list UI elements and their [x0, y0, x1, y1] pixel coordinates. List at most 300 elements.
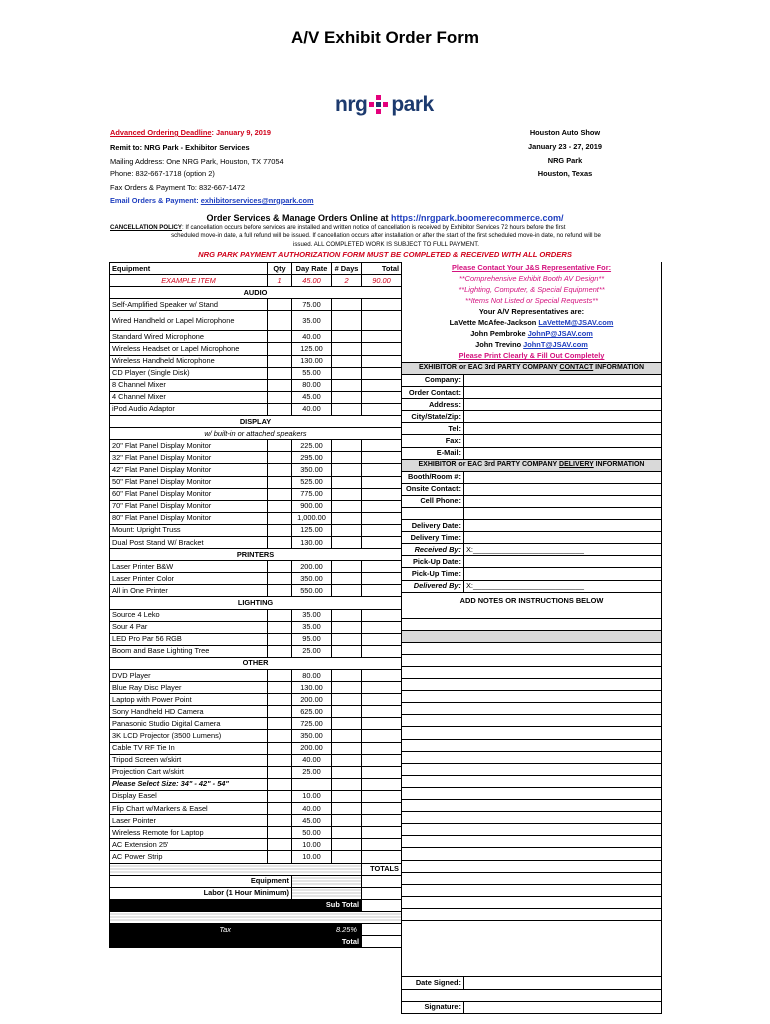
item-total [362, 694, 402, 706]
field-label: Tel: [402, 423, 464, 435]
days-input[interactable] [332, 670, 362, 682]
info-row [402, 739, 662, 751]
info-row [402, 691, 662, 703]
info-row [402, 908, 662, 920]
col-days: # Days [332, 263, 362, 275]
item-total [362, 331, 402, 343]
equipment-row [110, 428, 402, 440]
subtotal-label: Sub Total [110, 899, 362, 911]
notes-line[interactable] [402, 884, 662, 896]
days-input[interactable] [332, 718, 362, 730]
notes-line[interactable] [402, 667, 662, 679]
days-input[interactable] [332, 391, 362, 403]
qty-input[interactable] [268, 440, 292, 452]
item-name: 80" Flat Panel Display Monitor [110, 512, 268, 524]
qty-input[interactable] [268, 766, 292, 778]
days-input[interactable] [332, 488, 362, 500]
nrg-park-logo [335, 92, 434, 118]
field-input[interactable] [464, 374, 662, 386]
qty-input[interactable] [268, 403, 292, 415]
field-input[interactable] [464, 447, 662, 459]
info-row [402, 295, 662, 306]
days-input[interactable] [332, 343, 362, 355]
info-row [402, 630, 662, 642]
info-row [402, 848, 662, 860]
section-header: AUDIO [110, 287, 402, 299]
item-total [362, 440, 402, 452]
info-row [402, 654, 662, 666]
notes-line[interactable] [402, 679, 662, 691]
qty-input[interactable] [268, 706, 292, 718]
info-row [402, 459, 662, 471]
days-input[interactable] [332, 645, 362, 657]
qty-input[interactable] [268, 839, 292, 851]
qty-input[interactable] [268, 343, 292, 355]
notes-line[interactable] [402, 763, 662, 775]
item-day-rate: 130.00 [292, 355, 332, 367]
qty-input[interactable] [268, 778, 292, 790]
info-row [402, 447, 662, 459]
equipment-row [110, 573, 402, 585]
signature-line[interactable]: X:___________________________ [464, 544, 662, 556]
info-row [402, 273, 662, 284]
qty-input[interactable] [268, 645, 292, 657]
item-day-rate: 45.00 [292, 815, 332, 827]
qty-input[interactable] [268, 331, 292, 343]
notes-line[interactable] [402, 739, 662, 751]
section-header-text: CONTACT [559, 364, 594, 372]
equipment-row [110, 343, 402, 355]
equipment-row [110, 355, 402, 367]
days-input[interactable] [332, 573, 362, 585]
field-input[interactable] [464, 399, 662, 411]
contact-notice: Please Contact Your J&S Representative For: [402, 262, 662, 273]
item-name: 50" Flat Panel Display Monitor [110, 476, 268, 488]
item-name: Tripod Screen w/skirt [110, 754, 268, 766]
notes-line[interactable] [402, 860, 662, 872]
notes-line[interactable] [402, 751, 662, 763]
equipment-row [110, 379, 402, 391]
days-input[interactable] [332, 536, 362, 548]
qty-input[interactable] [268, 851, 292, 863]
equipment-row [110, 311, 402, 331]
info-row [402, 284, 662, 295]
section-header-text: EXHIBITOR or EAC 3rd PARTY COMPANY [418, 461, 560, 469]
days-input[interactable] [332, 621, 362, 633]
section-header: PRINTERS [110, 549, 402, 561]
qty-input[interactable] [268, 391, 292, 403]
info-row [402, 954, 662, 965]
item-total [362, 621, 402, 633]
item-total [362, 633, 402, 645]
notes-line[interactable] [402, 715, 662, 727]
days-input[interactable] [332, 299, 362, 311]
field-label: Delivery Time: [402, 532, 464, 544]
item-total [362, 766, 402, 778]
equipment-row [110, 766, 402, 778]
info-row [402, 423, 662, 435]
av-representative [402, 329, 662, 340]
item-day-rate: 25.00 [292, 645, 332, 657]
notes-line[interactable] [402, 836, 662, 848]
info-row [402, 787, 662, 799]
field-label: Onsite Contact: [402, 483, 464, 495]
grand-total-label: Total [110, 936, 362, 948]
item-total [362, 299, 402, 311]
equipment-row [110, 263, 402, 275]
labor-total[interactable] [362, 887, 402, 899]
notes-header: ADD NOTES OR INSTRUCTIONS BELOW [402, 592, 662, 618]
days-input[interactable] [332, 815, 362, 827]
item-day-rate: 225.00 [292, 440, 332, 452]
signature-line[interactable]: X:___________________________ [464, 580, 662, 592]
online-orders: Order Services & Manage Orders Online at https://nrgpark.boomerecommerce.com/ [206, 213, 564, 223]
days-input[interactable] [332, 355, 362, 367]
item-day-rate: 40.00 [292, 754, 332, 766]
info-row [402, 872, 662, 884]
item-total [362, 391, 402, 403]
field-input[interactable] [464, 1001, 662, 1013]
equipment-row [110, 331, 402, 343]
item-name: iPod Audio Adaptor [110, 403, 268, 415]
item-total [362, 706, 402, 718]
item-total [362, 778, 402, 790]
rep-email-link[interactable]: JohnT@JSAV.com [523, 340, 588, 350]
item-day-rate: 35.00 [292, 609, 332, 621]
info-row [402, 507, 662, 519]
col-equipment: Equipment [110, 263, 268, 275]
notes-line[interactable] [402, 872, 662, 884]
item-name: Wireless Handheld Microphone [110, 355, 268, 367]
notes-line[interactable] [402, 727, 662, 739]
field-label: Signature: [402, 1001, 464, 1013]
item-name: Blue Ray Disc Player [110, 682, 268, 694]
days-input[interactable] [332, 742, 362, 754]
blank-row [402, 965, 662, 977]
item-name: Laser Printer Color [110, 573, 268, 585]
qty-input[interactable] [268, 500, 292, 512]
field-label: Cell Phone: [402, 495, 464, 507]
notes-line[interactable] [402, 691, 662, 703]
equipment-row [110, 754, 402, 766]
days-input[interactable] [332, 512, 362, 524]
notes-line[interactable] [402, 800, 662, 812]
tax-rate: 8.25% [332, 923, 362, 935]
qty-input[interactable] [268, 621, 292, 633]
field-input[interactable] [464, 556, 662, 568]
equipment-row [110, 299, 402, 311]
info-row [402, 435, 662, 447]
show-venue: NRG Park [547, 156, 583, 165]
item-day-rate: 1,000.00 [292, 512, 332, 524]
item-day-rate: 80.00 [292, 670, 332, 682]
qty-input[interactable] [268, 718, 292, 730]
equipment-row [110, 911, 402, 923]
info-row [402, 920, 662, 932]
email-orders: Email Orders & Payment: exhibitorservices@nrgpark.com [110, 196, 314, 205]
info-row [402, 989, 662, 1001]
equipment-row [110, 875, 402, 887]
days-input[interactable] [332, 778, 362, 790]
qty-input[interactable] [268, 585, 292, 597]
field-input[interactable] [464, 568, 662, 580]
item-name: Sony Handheld HD Camera [110, 706, 268, 718]
item-name: Projection Cart w/skirt [110, 766, 268, 778]
fax-number: Fax Orders & Payment To: 832-667-1472 [110, 183, 246, 192]
equipment-row [110, 694, 402, 706]
item-name: AC Power Strip [110, 851, 268, 863]
equipment-row [110, 730, 402, 742]
days-input[interactable] [332, 585, 362, 597]
av-representative [402, 317, 662, 328]
field-label: Order Contact: [402, 387, 464, 399]
blank-row [402, 989, 662, 1001]
notes-line[interactable] [402, 775, 662, 787]
days-input[interactable] [332, 524, 362, 536]
item-name: 20" Flat Panel Display Monitor [110, 440, 268, 452]
notes-line[interactable] [402, 896, 662, 908]
qty-input[interactable] [268, 815, 292, 827]
qty-input[interactable] [268, 827, 292, 839]
qty-input[interactable] [268, 803, 292, 815]
notes-line[interactable] [402, 824, 662, 836]
days-input[interactable] [332, 827, 362, 839]
field-input[interactable] [464, 423, 662, 435]
logo-text-left: nrg [335, 93, 368, 116]
notes-line[interactable] [402, 630, 662, 642]
item-name: 42" Flat Panel Display Monitor [110, 464, 268, 476]
contact-notice: Please Print Clearly & Fill Out Completely [402, 351, 662, 363]
equipment-row [110, 536, 402, 548]
days-input[interactable] [332, 609, 362, 621]
section-header-text: INFORMATION [593, 461, 645, 469]
rep-email-link[interactable]: LaVetteM@JSAV.com [538, 318, 614, 328]
exhibitor-information-table [401, 262, 662, 1014]
info-row [402, 836, 662, 848]
labor-total[interactable] [362, 875, 402, 887]
service-line: **Lighting, Computer, & Special Equipment** [402, 284, 662, 295]
item-day-rate: 295.00 [292, 452, 332, 464]
item-day-rate: 40.00 [292, 803, 332, 815]
qty-input[interactable] [268, 682, 292, 694]
item-day-rate: 95.00 [292, 633, 332, 645]
days-input[interactable] [332, 803, 362, 815]
field-input[interactable] [464, 507, 662, 519]
days-input[interactable] [332, 851, 362, 863]
days-input[interactable] [332, 440, 362, 452]
field-input[interactable] [464, 411, 662, 423]
days-input[interactable] [332, 561, 362, 573]
equipment-row [110, 440, 402, 452]
section-header: OTHER [110, 657, 402, 669]
item-name: Mount: Upright Truss [110, 524, 268, 536]
field-label: Pick-Up Date: [402, 556, 464, 568]
equipment-row [110, 488, 402, 500]
example-label: EXAMPLE ITEM [110, 275, 268, 287]
field-input[interactable] [464, 435, 662, 447]
item-total [362, 476, 402, 488]
field-input[interactable] [464, 387, 662, 399]
equipment-row [110, 452, 402, 464]
qty-input[interactable] [268, 561, 292, 573]
info-row [402, 411, 662, 423]
field-label [402, 507, 464, 519]
qty-input[interactable] [268, 452, 292, 464]
info-row [402, 824, 662, 836]
qty-input[interactable] [268, 694, 292, 706]
field-label: E-Mail: [402, 447, 464, 459]
notes-line[interactable] [402, 703, 662, 715]
item-total [362, 851, 402, 863]
qty-input[interactable] [268, 379, 292, 391]
qty-input[interactable] [268, 299, 292, 311]
field-input[interactable] [464, 471, 662, 483]
info-row [402, 715, 662, 727]
days-input[interactable] [332, 331, 362, 343]
days-input[interactable] [332, 766, 362, 778]
qty-input[interactable] [268, 488, 292, 500]
info-row [402, 362, 662, 374]
field-input[interactable] [464, 520, 662, 532]
info-row [402, 471, 662, 483]
qty-input[interactable] [268, 742, 292, 754]
example-rate: 45.00 [292, 275, 332, 287]
labor-spacer [292, 875, 362, 887]
days-input[interactable] [332, 682, 362, 694]
days-input[interactable] [332, 464, 362, 476]
av-representative [402, 340, 662, 351]
item-day-rate: 55.00 [292, 367, 332, 379]
item-name: Wired Handheld or Lapel Microphone [110, 311, 268, 331]
rep-name: John Pembroke [470, 329, 528, 339]
equipment-row [110, 839, 402, 851]
qty-input[interactable] [268, 670, 292, 682]
show-city: Houston, Texas [537, 169, 593, 178]
ordering-deadline: Advanced Ordering Deadline: January 9, 2019 [110, 128, 272, 137]
days-input[interactable] [332, 754, 362, 766]
notes-line[interactable] [402, 812, 662, 824]
online-orders-link[interactable]: https://nrgpark.boomerecommerce.com/ [391, 213, 564, 223]
qty-input[interactable] [268, 790, 292, 802]
info-row [402, 943, 662, 954]
item-name: Dual Post Stand W/ Bracket [110, 536, 268, 548]
info-section-header [402, 459, 662, 471]
email-link[interactable]: exhibitorservices@nrgpark.com [200, 196, 314, 205]
qty-input[interactable] [268, 476, 292, 488]
days-input[interactable] [332, 790, 362, 802]
qty-input[interactable] [268, 367, 292, 379]
field-input[interactable] [464, 483, 662, 495]
equipment-row [110, 718, 402, 730]
notes-line[interactable] [402, 642, 662, 654]
item-total [362, 645, 402, 657]
qty-input[interactable] [268, 754, 292, 766]
equipment-row [110, 851, 402, 863]
equipment-row [110, 657, 402, 669]
item-name: 70" Flat Panel Display Monitor [110, 500, 268, 512]
item-day-rate: 900.00 [292, 500, 332, 512]
days-input[interactable] [332, 452, 362, 464]
field-input[interactable] [464, 532, 662, 544]
days-input[interactable] [332, 476, 362, 488]
show-dates: January 23 - 27, 2019 [528, 142, 602, 151]
notes-line[interactable] [402, 787, 662, 799]
days-input[interactable] [332, 311, 362, 331]
item-name: CD Player (Single Disk) [110, 367, 268, 379]
equipment-row [110, 742, 402, 754]
field-input[interactable] [464, 495, 662, 507]
days-input[interactable] [332, 633, 362, 645]
field-input[interactable] [464, 977, 662, 989]
qty-input[interactable] [268, 536, 292, 548]
qty-input[interactable] [268, 524, 292, 536]
equipment-row [110, 500, 402, 512]
qty-input[interactable] [268, 730, 292, 742]
days-input[interactable] [332, 403, 362, 415]
qty-input[interactable] [268, 464, 292, 476]
equipment-row [110, 416, 402, 428]
info-row [402, 679, 662, 691]
days-input[interactable] [332, 730, 362, 742]
payment-authorization-banner: NRG PARK PAYMENT AUTHORIZATION FORM MUST BE COMPLETED & RECEIVED WITH ALL ORDERS [198, 250, 572, 259]
qty-input[interactable] [268, 512, 292, 524]
rep-email-link[interactable]: JohnP@JSAV.com [527, 329, 593, 339]
equipment-row [110, 549, 402, 561]
item-total [362, 452, 402, 464]
qty-input[interactable] [268, 633, 292, 645]
item-name: Standard Wired Microphone [110, 331, 268, 343]
item-total [362, 609, 402, 621]
qty-input[interactable] [268, 355, 292, 367]
days-input[interactable] [332, 694, 362, 706]
item-day-rate: 350.00 [292, 573, 332, 585]
info-row [402, 884, 662, 896]
item-day-rate: 25.00 [292, 766, 332, 778]
qty-input[interactable] [268, 311, 292, 331]
field-label: Delivered By: [402, 580, 464, 592]
item-total [362, 500, 402, 512]
example-days: 2 [332, 275, 362, 287]
item-day-rate: 350.00 [292, 464, 332, 476]
days-input[interactable] [332, 839, 362, 851]
equipment-row [110, 464, 402, 476]
equipment-row [110, 645, 402, 657]
item-total [362, 403, 402, 415]
service-line: **Items Not Listed or Special Requests** [402, 295, 662, 306]
equipment-row [110, 706, 402, 718]
qty-input[interactable] [268, 573, 292, 585]
equipment-row [110, 403, 402, 415]
notes-line[interactable] [402, 654, 662, 666]
qty-input[interactable] [268, 609, 292, 621]
item-total [362, 803, 402, 815]
equipment-row [110, 778, 402, 790]
days-input[interactable] [332, 379, 362, 391]
days-input[interactable] [332, 706, 362, 718]
equipment-row [110, 863, 402, 875]
item-name: Source 4 Leko [110, 609, 268, 621]
info-row [402, 532, 662, 544]
equipment-order-table [109, 262, 402, 948]
phone-number: Phone: 832-667-1718 (option 2) [110, 169, 215, 178]
days-input[interactable] [332, 500, 362, 512]
info-row [402, 351, 662, 363]
notes-line[interactable] [402, 618, 662, 630]
equipment-row [110, 815, 402, 827]
notes-line[interactable] [402, 908, 662, 920]
days-input[interactable] [332, 367, 362, 379]
notes-line[interactable] [402, 848, 662, 860]
